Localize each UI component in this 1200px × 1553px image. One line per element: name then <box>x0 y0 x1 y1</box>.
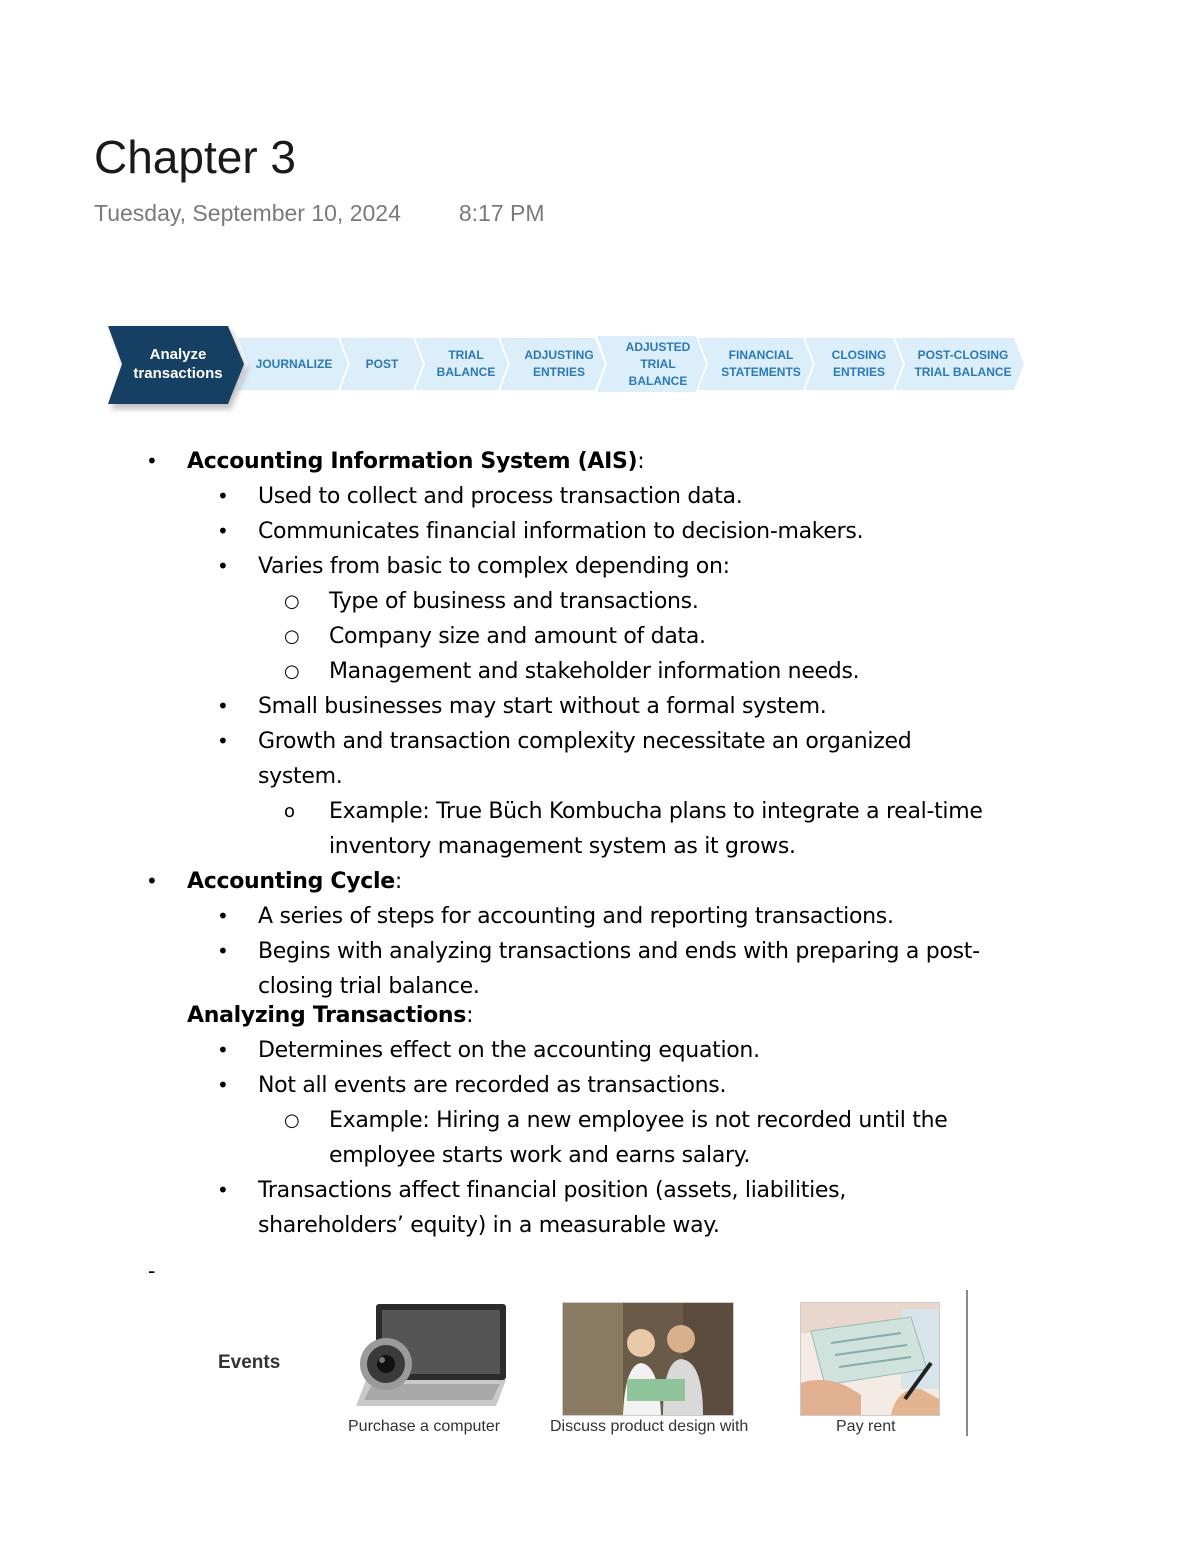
note-date: Tuesday, September 10, 2024 <box>94 200 401 226</box>
hollow-bullet-icon: ○ <box>284 1110 300 1131</box>
list-item <box>140 479 1040 514</box>
bullet-icon: • <box>146 869 158 893</box>
cycle-step-post-closing: POST-CLOSING TRIAL BALANCE <box>914 348 1012 379</box>
list-item-text: Varies from basic to complex depending on: <box>258 554 730 579</box>
accounting-cycle-banner <box>108 324 1038 420</box>
note-datetime <box>94 200 545 227</box>
cycle-heading: Accounting Cycle <box>187 869 395 894</box>
bullet-icon: • <box>217 1178 229 1202</box>
event-caption: Purchase a computer <box>348 1418 501 1435</box>
list-item <box>140 584 1040 619</box>
cycle-step-closing-entries: CLOSING ENTRIES <box>831 348 887 379</box>
hollow-bullet-icon: ○ <box>284 661 300 682</box>
dash-marker: - <box>148 1258 156 1283</box>
list-item-text: Growth and transaction complexity necessitate an organized system. <box>258 729 912 789</box>
list-item <box>140 724 998 794</box>
writing-check-photo <box>800 1302 940 1416</box>
list-item-text: Type of business and transactions. <box>329 589 699 614</box>
list-item <box>140 1068 1040 1103</box>
list-item <box>140 689 1040 724</box>
bullet-icon: • <box>217 904 229 928</box>
hollow-bullet-icon: ○ <box>284 626 300 647</box>
bullet-icon: • <box>217 554 229 578</box>
ais-heading: Accounting Information System (AIS) <box>187 449 638 474</box>
list-item-text: A series of steps for accounting and reporting transactions. <box>258 904 894 929</box>
list-item <box>140 549 1040 584</box>
notes-body <box>140 444 1040 1243</box>
cycle-step-adjusting-entries: ADJUSTING ENTRIES <box>524 348 594 379</box>
list-item <box>140 934 998 1004</box>
figure-divider <box>966 1290 968 1436</box>
bullet-icon: • <box>217 939 229 963</box>
laptop-webcam-photo <box>346 1302 508 1414</box>
analyzing-heading: Analyzing Transactions <box>187 1003 467 1028</box>
list-item: • Accounting Cycle: <box>140 864 1040 899</box>
list-item: • Accounting Information System (AIS): <box>140 444 1040 479</box>
note-time: 8:17 PM <box>458 200 545 226</box>
cycle-step-adjusted-trial-balance: ADJUSTED TRIAL BALANCE <box>625 339 691 388</box>
paragraph: Analyzing Transactions: <box>187 1003 474 1028</box>
hollow-bullet-icon: o <box>284 801 295 822</box>
event-caption: Pay rent <box>836 1418 896 1435</box>
cycle-step-trial-balance: TRIAL BALANCE <box>436 348 496 379</box>
list-item-text: Not all events are recorded as transactions. <box>258 1073 727 1098</box>
list-item <box>140 1103 1029 1173</box>
list-item-text: Used to collect and process transaction data. <box>258 484 743 509</box>
events-label: Events <box>218 1352 281 1373</box>
events-figure <box>210 1288 980 1448</box>
bullet-icon: • <box>217 484 229 508</box>
list-item-text: Transactions affect financial position (assets, liabilities, shareholders’ equity) in a measurable way. <box>258 1178 847 1238</box>
event-caption: Discuss product design with <box>550 1418 749 1435</box>
bullet-icon: • <box>146 449 158 473</box>
cycle-step-analyze: Analyze transactions <box>133 346 223 382</box>
list-item <box>140 514 1040 549</box>
list-item-text: Company size and amount of data. <box>329 624 706 649</box>
people-meeting-photo <box>562 1302 734 1416</box>
bullet-icon: • <box>217 519 229 543</box>
list-item-text: Small businesses may start without a formal system. <box>258 694 827 719</box>
cycle-step-financial-statements: FINANCIAL STATEMENTS <box>721 348 801 379</box>
list-item-text: Example: True Büch Kombucha plans to integrate a real-time inventory management system as it grows. <box>329 799 983 859</box>
bullet-icon: • <box>217 729 229 753</box>
list-item <box>140 794 999 864</box>
list-item <box>140 1033 1040 1068</box>
list-item-text: Determines effect on the accounting equation. <box>258 1038 760 1063</box>
hollow-bullet-icon: ○ <box>284 591 300 612</box>
bullet-icon: • <box>217 1038 229 1062</box>
list-item <box>140 619 1040 654</box>
list-item-text: Example: Hiring a new employee is not recorded until the employee starts work and earns salary. <box>329 1108 948 1168</box>
cycle-step-journalize: JOURNALIZE <box>255 356 333 371</box>
list-item <box>140 1173 978 1243</box>
page-title: Chapter 3 <box>94 131 297 183</box>
list-item-text: Begins with analyzing transactions and ends with preparing a post-closing trial balance. <box>258 939 980 999</box>
list-item-text: Management and stakeholder information needs. <box>329 659 860 684</box>
bullet-icon: • <box>217 694 229 718</box>
cycle-step-post: POST <box>365 356 399 371</box>
list-item <box>140 654 1040 689</box>
list-item-text: Communicates financial information to decision-makers. <box>258 519 864 544</box>
bullet-icon: • <box>217 1073 229 1097</box>
list-item <box>140 899 1040 934</box>
